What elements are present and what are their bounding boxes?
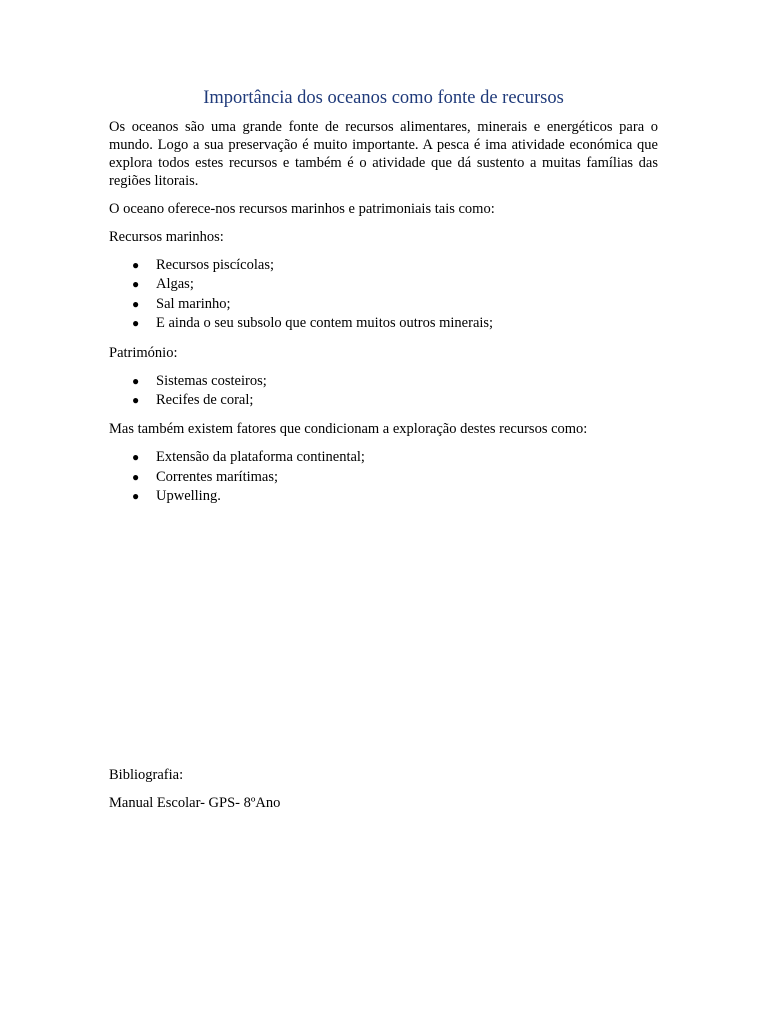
list-item-text: E ainda o seu subsolo que contem muitos outros minerais;: [156, 315, 494, 332]
factors-heading: Mas também existem fatores que condicionam a exploração destes recursos como:: [109, 421, 588, 438]
list-item-text: Extensão da plataforma continental;: [156, 449, 365, 466]
bibliography-source: Manual Escolar- GPS- 8ºAno: [109, 795, 281, 811]
bullet-icon: ●: [132, 258, 140, 272]
list-item-text: Upwelling.: [156, 488, 221, 505]
bullet-icon: ●: [132, 316, 140, 331]
list-item-text: Recifes de coral;: [156, 392, 254, 409]
list-item: [109, 256, 658, 275]
bullet-icon: ●: [132, 469, 140, 484]
marine-resources-heading: Recursos marinhos:: [109, 229, 224, 245]
bibliography-heading: Bibliografia:: [109, 767, 184, 783]
list-item-text: Correntes marítimas;: [156, 468, 279, 485]
list-item-text: Recursos piscícolas;: [156, 257, 274, 273]
list-item: [109, 372, 658, 391]
marine-resources-list: [109, 256, 658, 334]
heritage-list: [109, 372, 658, 411]
bullet-icon: ●: [132, 296, 140, 311]
list-item: [109, 487, 658, 506]
intro-paragraph: Os oceanos são uma grande fonte de recursos alimentares, minerais e energéticos para o mundo. Logo a sua preservação é muito importante. A pesca é ima atividade económica que explora todos estes recursos e também é o atividade que dá sustento a muitas famílias das regiões litorais.: [109, 119, 658, 189]
bullet-icon: ●: [132, 450, 140, 465]
list-item: [109, 275, 658, 294]
document-body: [109, 86, 658, 507]
bullet-icon: ●: [132, 277, 140, 292]
bullet-icon: ●: [132, 489, 140, 504]
heritage-heading: Património:: [109, 344, 178, 361]
list-item: [109, 295, 658, 314]
list-item: [109, 468, 658, 487]
document-title: Importância dos oceanos como fonte de recursos: [203, 88, 564, 108]
list-item: [109, 314, 658, 333]
list-item: [109, 448, 658, 467]
offer-sentence: O oceano oferece-nos recursos marinhos e patrimoniais tais como:: [109, 201, 495, 217]
list-item-text: Algas;: [156, 276, 194, 293]
bullet-icon: ●: [132, 393, 140, 408]
bullet-icon: ●: [132, 373, 140, 388]
list-item-text: Sistemas costeiros;: [156, 372, 267, 389]
factors-list: [109, 448, 658, 506]
bibliography-section: [109, 766, 658, 812]
list-item-text: Sal marinho;: [156, 295, 231, 312]
list-item: [109, 391, 658, 410]
